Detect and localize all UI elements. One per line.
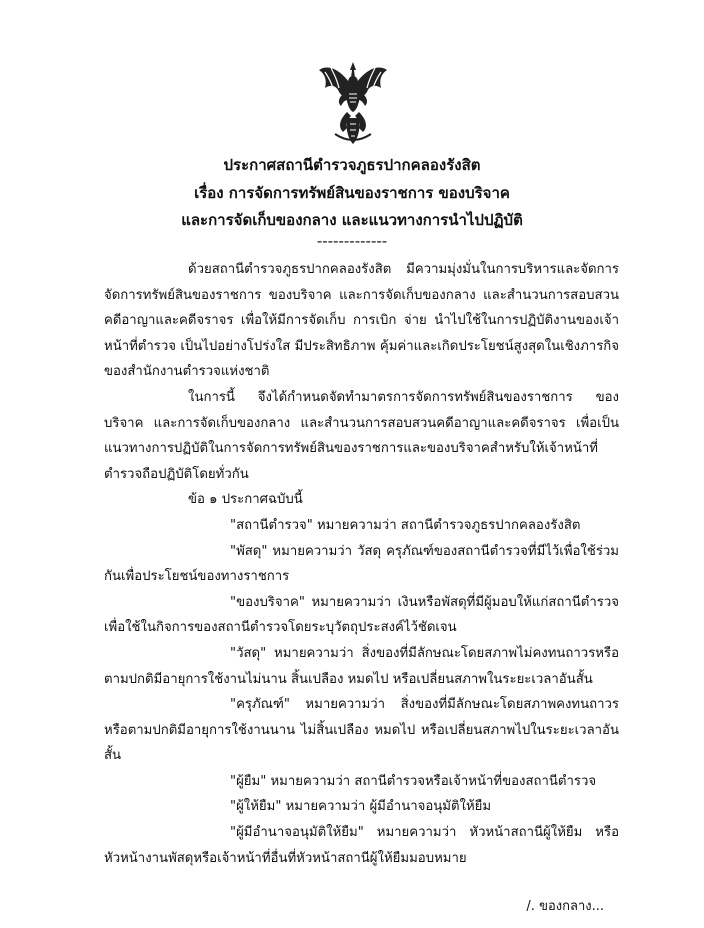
definition-lender: "ผู้ให้ยืม" หมายความว่า ผู้มีอำนาจอนุมัติให้ยืม (230, 799, 492, 815)
paragraph-clause-1: ข้อ ๑ ประกาศฉบับนี้ (188, 492, 303, 508)
paragraph-measures: ในการนี้ จึงได้กำหนดจัดทำมาตรการจัดการทรัพย์สินของราชการ ของบริจาค และการจัดเก็บของกลาง และสำนวนการสอบสวนคดีอาญาและคดีจราจร เพื่อเป็นแนวทางการปฏิบัติในการจัดการทรัพย์สินของราชการและของบริจาคสำหรับให้เจ้าหน้าที่ตำรวจถือปฏิบัติโดยทั่วกัน (104, 389, 619, 482)
document-body (104, 257, 619, 871)
title-line-1: ประกาศสถานีตำรวจภูธรปากคลองรังสิต (223, 156, 481, 174)
title-line-3: และการจัดเก็บของกลาง และแนวทางการนำไปปฏิบัติ (181, 211, 523, 229)
title-line-2: เรื่อง การจัดการทรัพย์สินของราชการ ของบริจาค (194, 184, 510, 202)
definition-approver: "ผู้มีอำนาจอนุมัติให้ยืม" หมายความว่า หัวหน้าสถานีผู้ให้ยืม หรือหัวหน้างานพัสดุหรือเจ้าหน้าที่อื่นที่หัวหน้าสถานีผู้ให้ยืมมอบหมาย (104, 825, 619, 866)
definition-borrower: "ผู้ยืม" หมายความว่า สถานีตำรวจหรือเจ้าหน้าที่ของสถานีตำรวจ (230, 773, 597, 789)
definition-materials: "วัสดุ" หมายความว่า สิ่งของที่มีลักษณะโดยสภาพไม่คงทนถาวรหรือตามปกติมีอายุการใช้งานไม่นาน สิ้นเปลือง หมดไป หรือเปลี่ยนสภาพในระยะเวลาอันสั้น (104, 645, 619, 687)
definition-supplies: "พัสดุ" หมายความว่า วัสดุ ครุภัณฑ์ของสถานีตำรวจที่มีไว้เพื่อใช้ร่วมกันเพื่อประโยชน์ของทางราชการ (104, 543, 619, 585)
paragraph-intro: ด้วยสถานีตำรวจภูธรปากคลองรังสิต มีความมุ่งมั่นในการบริหารและจัดการจัดการทรัพย์สินของราชการ ของบริจาค และการจัดเก็บของกลาง และสำนวนการสอบสวนคดีอาญาและคดีจราจร เพื่อให้มีการจัดเก็บ การเบิก จ่าย นำไปใช้ในการปฏิบัติงานของเจ้าหน้าที่ตำรวจ เป็นไปอย่างโปร่งใส มีประสิทธิภาพ คุ้มค่าและเกิดประโยชน์สูงสุดในเชิงภารกิจของสำนักงานตำรวจแห่งชาติ (104, 262, 619, 380)
definition-donations: "ของบริจาค" หมายความว่า เงินหรือพัสดุที่มีผู้มอบให้แก่สถานีตำรวจเพื่อใช้ในกิจการของสถานีตำรวจโดยระบุวัตถุประสงค์ไว้ชัดเจน (104, 594, 619, 636)
title-separator: ------------- (316, 232, 388, 250)
definition-police-station: "สถานีตำรวจ" หมายความว่า สถานีตำรวจภูธรปากคลองรังสิต (230, 517, 581, 533)
continuation-note: /. ของกลาง... (526, 899, 604, 914)
definition-equipment: "ครุภัณฑ์" หมายความว่า สิ่งของที่มีลักษณะโดยสภาพคงทนถาวรหรือตามปกติมีอายุการใช้งานนาน ไม่สิ้นเปลือง หมดไป หรือเปลี่ยนสภาพไปในระยะเวลาอันสั้น (104, 697, 619, 764)
garuda-emblem-icon (313, 58, 393, 148)
